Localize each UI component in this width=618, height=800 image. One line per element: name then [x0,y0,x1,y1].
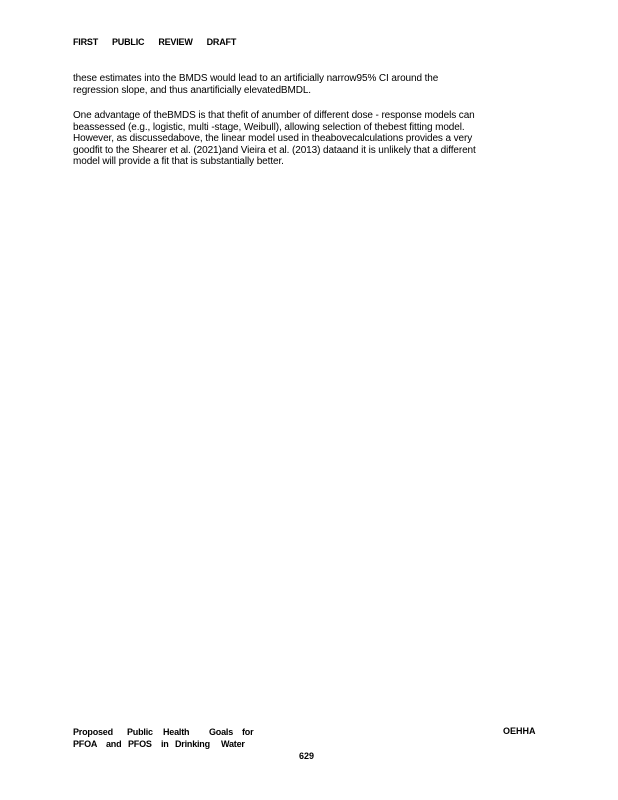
footer-word: in [161,739,169,749]
text-line: However, as discussedabove, the linear model used in theabovecalculations provides a very [73,133,473,145]
footer-word: Public [127,727,153,737]
footer-word: Water [221,739,245,749]
text-line: regression slope, and thus anartificially elevatedBMDL. [73,84,311,96]
footer-word: Proposed [73,727,113,737]
header-word: REVIEW [158,37,193,47]
page-header [73,37,250,47]
footer-title-line-1 [73,726,253,738]
footer-word: Health [163,727,190,737]
footer-title-line-2 [73,738,253,750]
text-line: model will provide a fit that is substantially better. [73,156,284,168]
text-line: goodfit to the Shearer et al. (2021)and Vieira et al. (2013) dataand it is unlikely that a different [73,144,476,156]
footer-word: Goals [209,727,234,737]
header-word: FIRST [73,37,98,47]
footer-agency: OEHHA [503,726,536,736]
text-line: One advantage of theBMDS is that thefit of anumber of different dose - response models can [73,110,475,121]
footer-document-title [73,726,253,750]
footer-word: PFOS [128,739,152,749]
header-word: DRAFT [206,37,237,47]
paragraph-1 [73,73,543,96]
paragraph-2 [73,110,543,168]
text-line: these estimates into the BMDS would lead to an artificially narrow95% CI around the [73,73,439,84]
footer-word: PFOA [73,739,98,749]
footer-word: Drinking [175,739,210,749]
header-word: PUBLIC [112,37,145,47]
footer-word: and [106,739,122,749]
footer-word: for [242,727,254,737]
page-number: 629 [299,751,315,761]
text-line: beassessed (e.g., logistic, multi -stage, Weibull), allowing selection of thebest fitting model. [73,121,465,133]
